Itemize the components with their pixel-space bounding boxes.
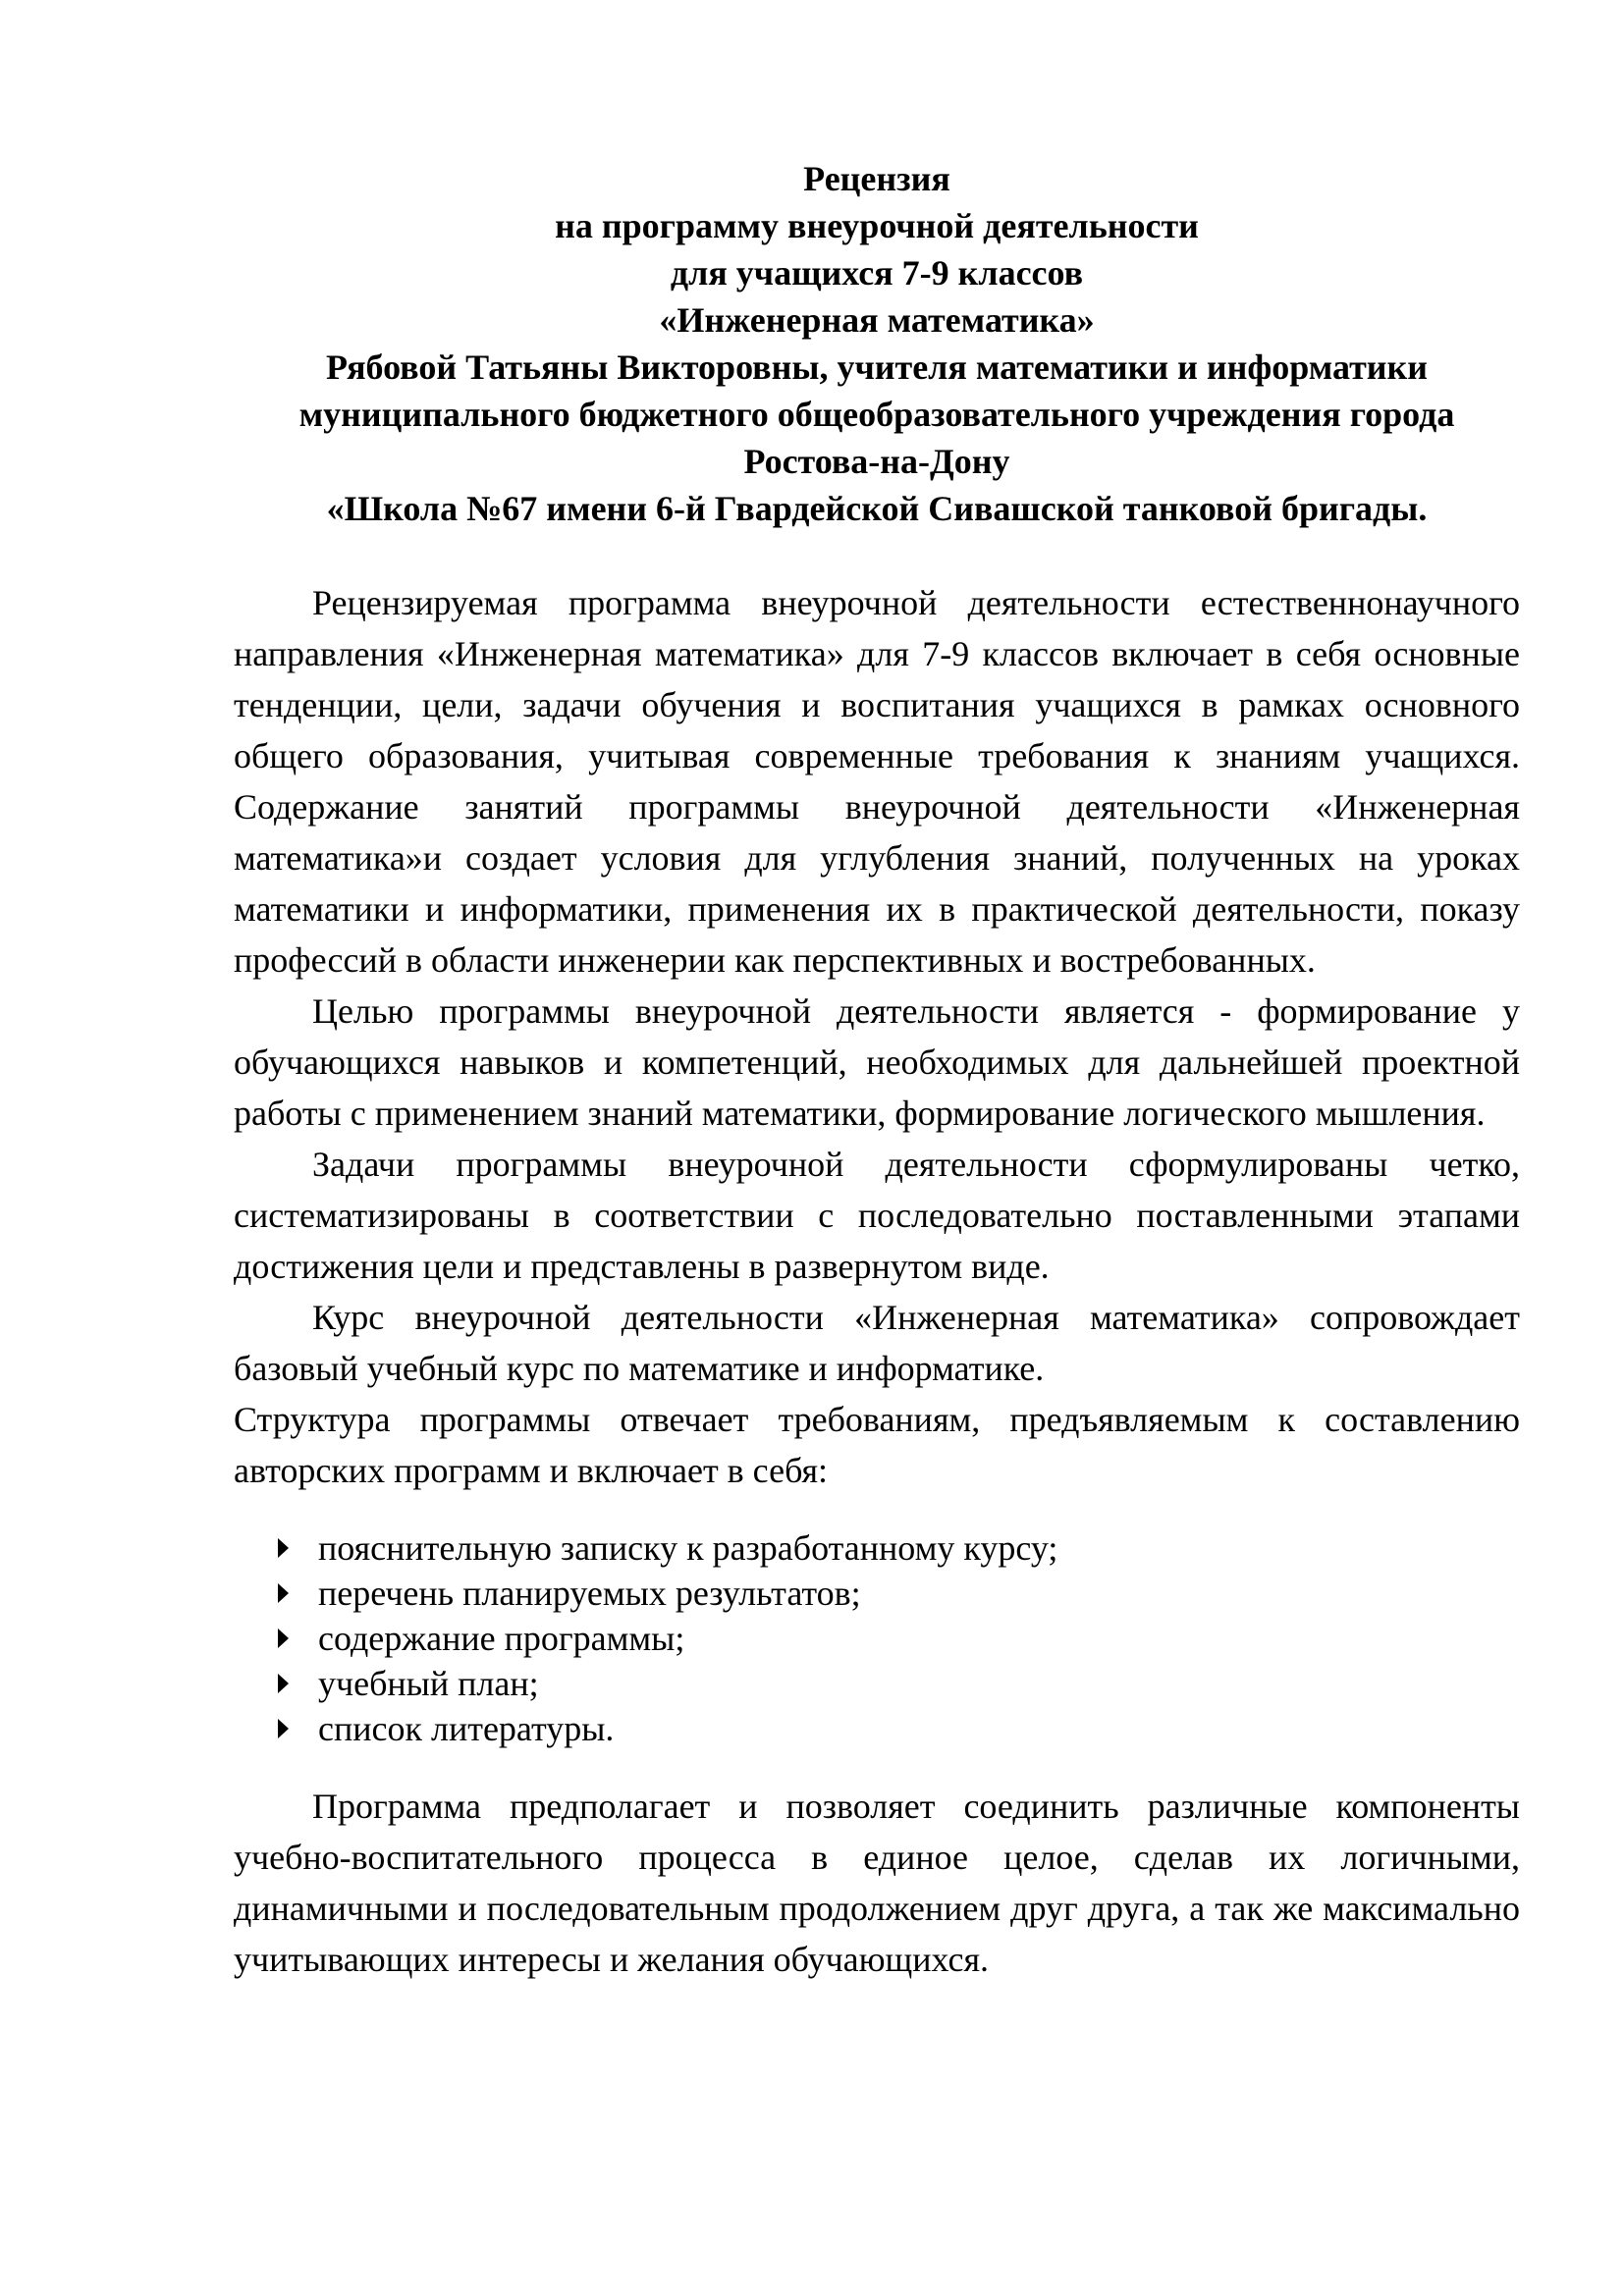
list-item (278, 1661, 1520, 1706)
triangle-right-icon (278, 1719, 289, 1738)
review-header (234, 155, 1520, 532)
closing-paragraph: Программа предполагает и позволяет соединить различные компоненты учебно-воспитательного процесса в единое целое, сделав их логичными, динамичными и последовательным продолжением друг друга, а так же максимально учитывающих интересы и желания обучающихся. (234, 1787, 1520, 1979)
triangle-right-icon (278, 1629, 289, 1648)
structure-intro: Структура программы отвечает требованиям, предъявляемым к составлению авторских программ и включает в себя: (234, 1400, 1520, 1490)
structure-list (278, 1525, 1520, 1751)
triangle-right-icon (278, 1674, 289, 1693)
header-line: на программу внеурочной деятельности (555, 206, 1199, 245)
list-item-text: перечень планируемых результатов; (318, 1574, 861, 1613)
list-item (278, 1616, 1520, 1661)
header-city: Ростова-на-Дону (743, 442, 1010, 481)
paragraph: Рецензируемая программа внеурочной деятельности естественнонаучного направления «Инженерная математика» для 7-9 классов включает в себя основные тенденции, цели, задачи обучения и воспитания учащихся в рамках основного общего образования, учитывая современные требования к знаниям учащихся. Содержание занятий программы внеурочной деятельности «Инженерная математика»и создает условия для углубления знаний, полученных на уроках математики и информатики, применения их в практической деятельности, показу профессий в области инженерии как перспективных и востребованных. (234, 583, 1520, 980)
triangle-right-icon (278, 1583, 289, 1603)
list-item-text: список литературы. (318, 1709, 615, 1748)
list-item-text: учебный план; (318, 1664, 539, 1703)
header-institution: муниципального бюджетного общеобразовательного учреждения города (298, 395, 1455, 434)
paragraph: Задачи программы внеурочной деятельности сформулированы четко, систематизированы в соответствии с последовательно поставленными этапами достижения цели и представлены в развернутом виде. (234, 1145, 1520, 1286)
header-author: Рябовой Татьяны Викторовны, учителя математики и информатики (326, 347, 1428, 387)
list-item (278, 1706, 1520, 1751)
list-item-text: содержание программы; (318, 1619, 685, 1658)
paragraph: Курс внеурочной деятельности «Инженерная математика» сопровождает базовый учебный курс по математике и информатике. (234, 1298, 1520, 1388)
header-program-name: «Инженерная математика» (659, 300, 1095, 340)
document-page (234, 155, 1520, 1985)
header-school: «Школа №67 имени 6-й Гвардейской Сивашской танковой бригады. (326, 489, 1428, 528)
list-item (278, 1571, 1520, 1616)
paragraph: Целью программы внеурочной деятельности является - формирование у обучающихся навыков и компетенций, необходимых для дальнейшей проектной работы с применением знаний математики, формирование логического мышления. (234, 991, 1520, 1133)
list-item-text: пояснительную записку к разработанному курсу; (318, 1528, 1058, 1568)
triangle-right-icon (278, 1538, 289, 1558)
review-body (234, 577, 1520, 1985)
list-item (278, 1525, 1520, 1571)
header-title: Рецензия (803, 159, 950, 198)
header-line: для учащихся 7-9 классов (670, 253, 1084, 293)
